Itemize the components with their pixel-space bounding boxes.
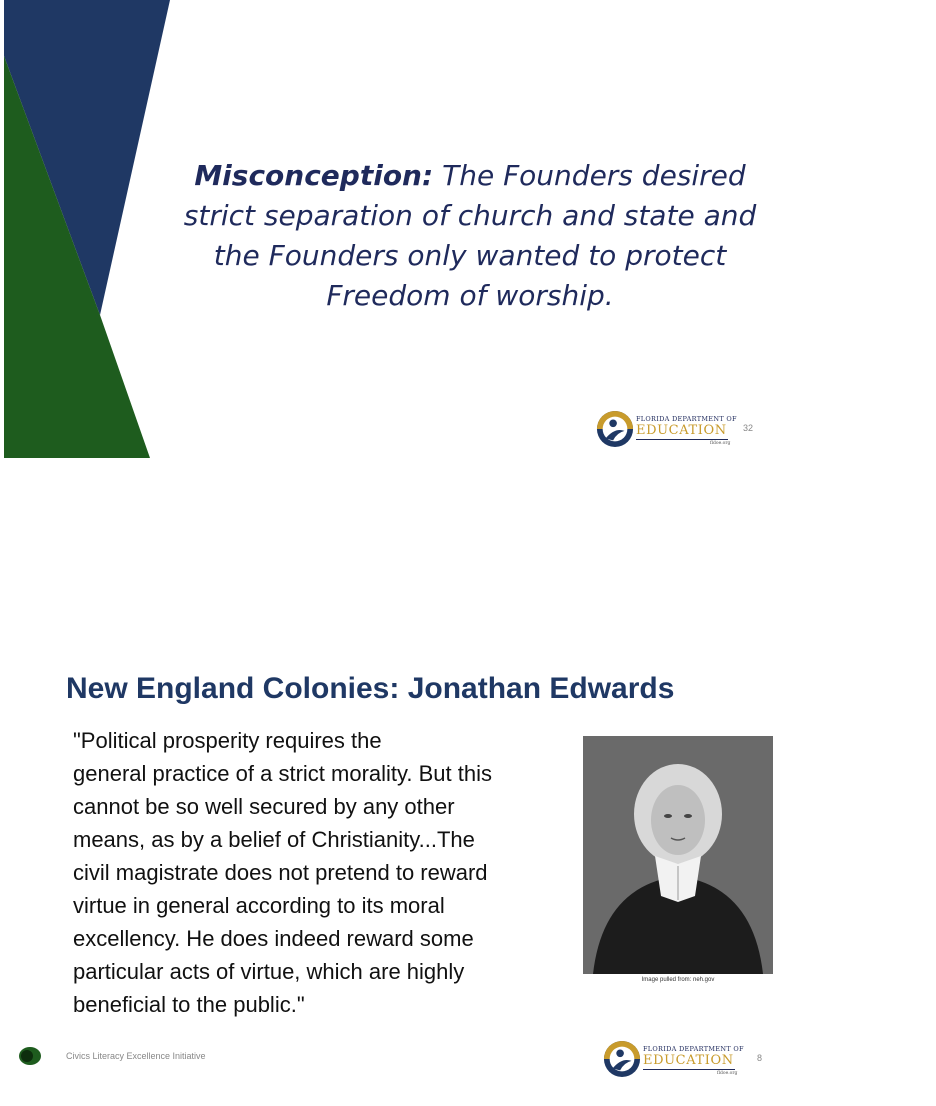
- logo-line1: FLORIDA DEPARTMENT OF: [636, 415, 737, 423]
- image-credit: Image pulled from: neh.gov: [641, 977, 715, 983]
- logo-line2: EDUCATION: [636, 423, 727, 438]
- edwards-quote: "Political prosperity requires the general practice of a strict morality. But this cannot be so well secured by any other means, as by a belief of Christianity...The civil magistrate does not pretend to reward virtue in general according to its moral excellency. He does indeed reward some particular acts of virtue, which are highly beneficial to the public.": [73, 728, 492, 1017]
- misconception-label: Misconception:: [194, 159, 434, 192]
- edwards-portrait: [583, 736, 773, 974]
- fldoe-seal-icon: [596, 410, 634, 448]
- logo-line2: EDUCATION: [643, 1053, 734, 1068]
- page-number: 32: [743, 423, 754, 433]
- misconception-statement: [160, 156, 780, 316]
- page-number: 8: [757, 1053, 763, 1063]
- fldoe-logo: [596, 408, 746, 452]
- fldoe-seal-icon: [603, 1040, 641, 1078]
- footer-text: Civics Literacy Excellence Initiative: [66, 1051, 206, 1061]
- misconception-text: The Founders desired strict separation of church and state and the Founders only wanted to protect Freedom of worship.: [183, 159, 757, 312]
- logo-rule: [636, 439, 728, 440]
- logo-line3: fldoe.org: [710, 441, 731, 446]
- logo-rule: [643, 1069, 735, 1070]
- civics-logo-icon: [18, 1046, 42, 1066]
- logo-line1: FLORIDA DEPARTMENT OF: [643, 1045, 744, 1053]
- slide-misconception: [0, 0, 936, 460]
- portrait-engraving-icon: [583, 736, 773, 974]
- logo-line3: fldoe.org: [717, 1071, 738, 1076]
- slide-title: New England Colonies: Jonathan Edwards: [66, 672, 675, 705]
- slide-jonathan-edwards: [0, 640, 936, 1080]
- fldoe-logo: [603, 1038, 753, 1080]
